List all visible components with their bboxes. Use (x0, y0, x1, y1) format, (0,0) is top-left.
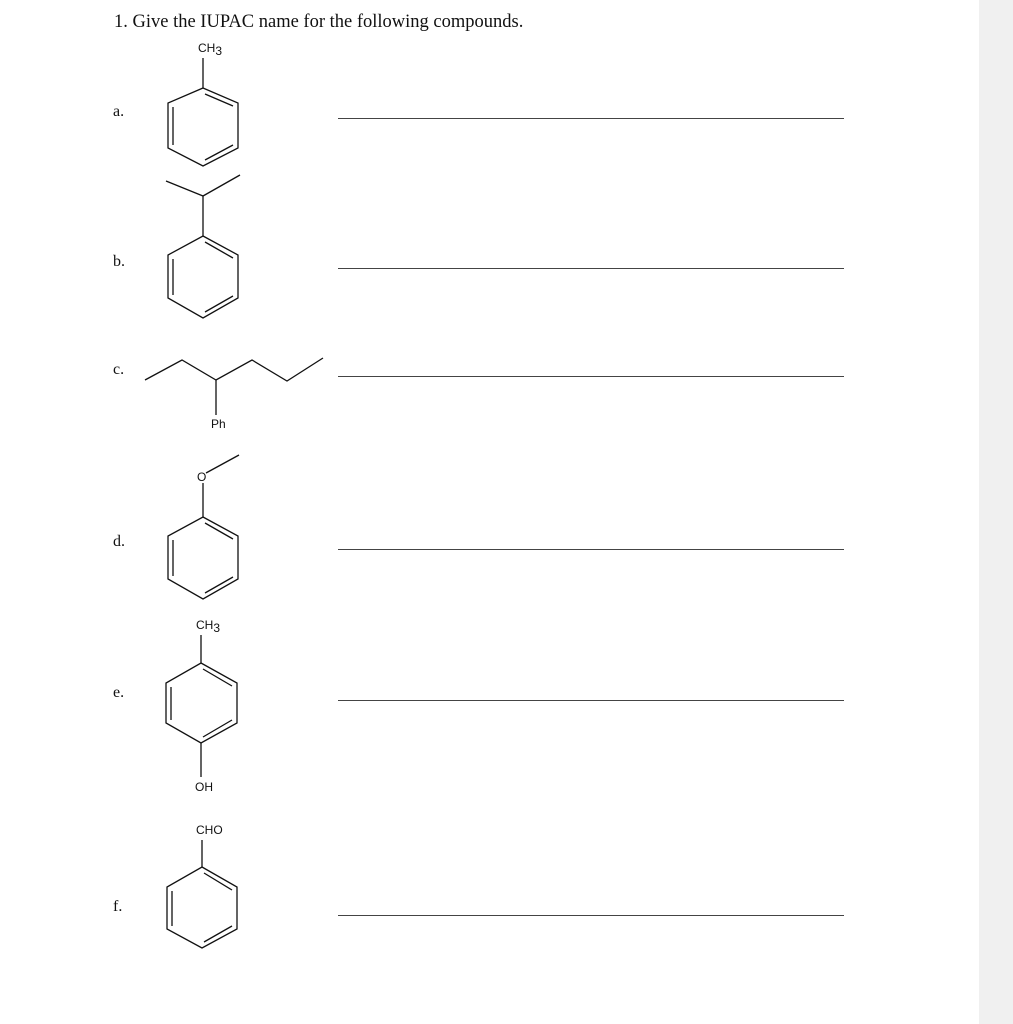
label-e-oh: OH (195, 780, 213, 794)
structure-e (166, 618, 237, 794)
label-c-ph: Ph (211, 417, 226, 431)
label-d-o: O (197, 470, 207, 484)
item-letter-f: f. (113, 898, 123, 915)
label-f-cho: CHO (196, 823, 223, 837)
item-letter-c: c. (113, 361, 125, 378)
label-e-ch3: CH3 (196, 618, 221, 635)
item-letter-a: a. (113, 103, 125, 120)
structure-c (145, 358, 323, 431)
item-letter-e: e. (113, 684, 125, 701)
structure-b (166, 175, 240, 318)
structure-a (168, 41, 238, 166)
structure-f (167, 823, 237, 948)
question-number: 1. (114, 12, 128, 32)
question-prompt: Give the IUPAC name for the following compounds. (132, 12, 524, 32)
structure-d (168, 455, 239, 599)
item-letter-b: b. (113, 253, 125, 270)
label-a-ch3: CH3 (198, 41, 223, 58)
item-letter-d: d. (113, 533, 125, 550)
